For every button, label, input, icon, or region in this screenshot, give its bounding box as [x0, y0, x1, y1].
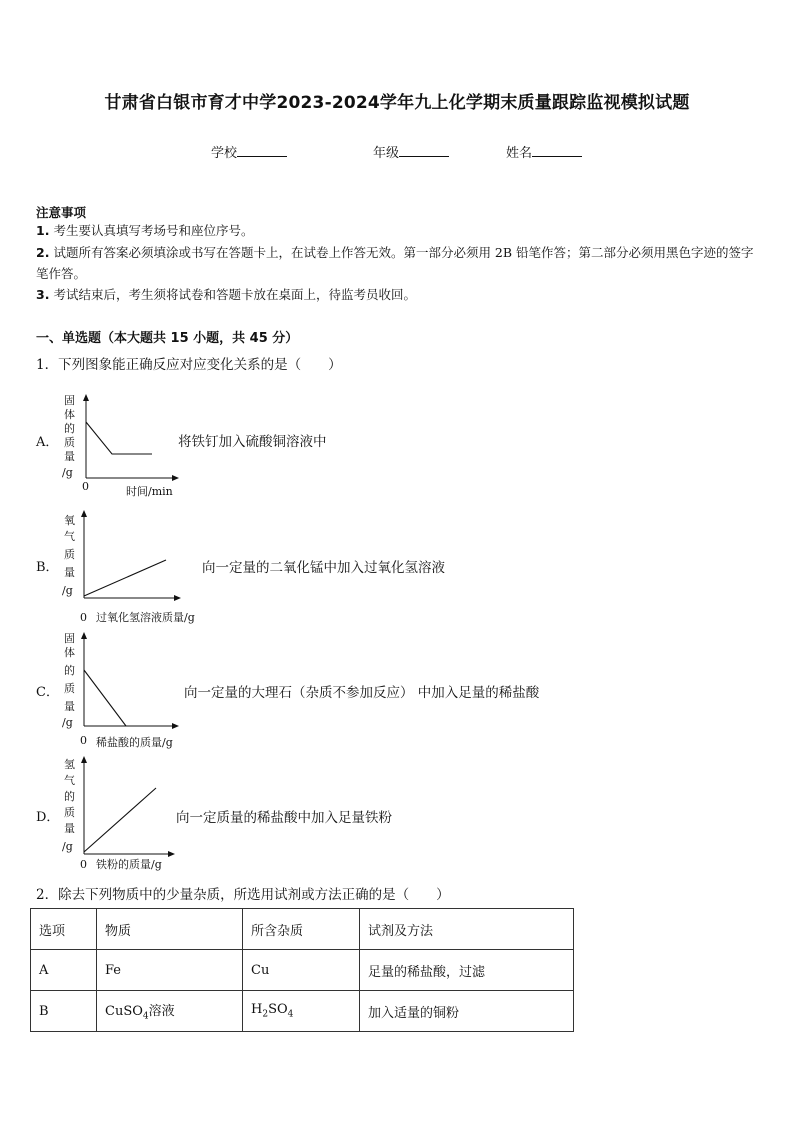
table-header-cell: 试剂及方法 [360, 909, 574, 950]
name-label: 姓名 [506, 146, 533, 161]
note-number: 2. [36, 245, 50, 260]
y-label-char: 的 [64, 422, 75, 435]
option-d-letter[interactable]: D． [36, 810, 60, 825]
y-label-unit: /g [62, 716, 73, 729]
y-label-char: 固 [64, 394, 75, 407]
note-item [36, 220, 762, 241]
table-cell: Fe [97, 950, 243, 991]
table-cell: A [31, 950, 97, 991]
note-text: 考生要认真填写考场号和座位序号。 [53, 223, 254, 238]
note-text: 考试结束后，考生须将试卷和答题卡放在桌面上，待监考员收回。 [53, 287, 416, 302]
y-label-unit: /g [62, 840, 73, 853]
y-label-unit: /g [62, 466, 73, 479]
section-heading: 一、单选题（本大题共 15 小题，共 45 分） [36, 331, 299, 346]
school-label: 学校 [211, 146, 238, 161]
curve-line [84, 560, 166, 596]
curve-line [86, 422, 152, 454]
table-header-cell: 所含杂质 [243, 909, 360, 950]
table-header-cell: 选项 [31, 909, 97, 950]
table-row [31, 991, 574, 1032]
y-label-char: 质 [64, 806, 75, 819]
curve-line [84, 670, 126, 726]
y-axis-arrow [83, 394, 89, 401]
y-label-char: 的 [64, 790, 75, 803]
y-label-char: 氢 [64, 758, 75, 771]
question-2-stem: 2．除去下列物质中的少量杂质，所选用试剂或方法正确的是（ ） [36, 887, 450, 903]
table-cell: B [31, 991, 97, 1032]
curve-line [84, 788, 156, 852]
y-label-char: 质 [64, 436, 75, 449]
y-label-char: 的 [64, 664, 75, 677]
note-item [36, 242, 762, 284]
question-1-stem: 1．下列图象能正确反应对应变化关系的是（ ） [36, 357, 342, 373]
table-cell: $H_2SO_4$ [243, 991, 360, 1032]
x-axis-label: 时间/min [126, 485, 173, 498]
option-a-desc: 将铁钉加入硫酸铜溶液中 [178, 434, 327, 450]
answer-table [30, 908, 574, 1032]
origin-label: 0 [80, 734, 87, 747]
origin-label: 0 [80, 611, 87, 624]
y-label-char: 量 [64, 822, 75, 835]
table-cell: CuSO$_4$溶液 [97, 991, 243, 1032]
table-header-row [31, 909, 574, 950]
option-c-graph [58, 628, 198, 750]
y-label-char: 固 [64, 632, 75, 645]
page-title: 甘肃省白银市育才中学2023-2024学年九上化学期末质量跟踪监视模拟试题 [104, 93, 690, 113]
y-label-char: 量 [64, 450, 75, 463]
name-field [506, 142, 582, 161]
note-item [36, 284, 762, 305]
y-label-char: 气 [64, 774, 75, 787]
x-axis-label: 铁粉的质量/g [96, 858, 162, 871]
y-label-char: 氧 [64, 514, 75, 527]
option-c-desc: 向一定量的大理石（杂质不参加反应） 中加入足量的稀盐酸 [184, 685, 540, 701]
x-axis-label: 稀盐酸的质量/g [96, 736, 173, 749]
table-header-cell: 物质 [97, 909, 243, 950]
y-axis-arrow [81, 510, 87, 517]
option-a-letter[interactable]: A． [36, 435, 59, 450]
note-number: 3. [36, 287, 50, 302]
option-a-graph [58, 392, 188, 500]
table-cell: 足量的稀盐酸，过滤 [360, 950, 574, 991]
y-label-char: 气 [64, 530, 75, 543]
grade-field [373, 142, 449, 161]
grade-label: 年级 [373, 146, 400, 161]
x-axis-arrow [172, 723, 179, 729]
option-b-letter[interactable]: B． [36, 560, 59, 575]
y-label-unit: /g [62, 584, 73, 597]
x-axis-arrow [172, 475, 179, 481]
y-label-char: 体 [64, 408, 75, 421]
name-blank[interactable] [532, 144, 582, 157]
notes-heading: 注意事项 [36, 205, 87, 220]
note-number: 1. [36, 223, 50, 238]
school-field [211, 142, 287, 161]
option-c-letter[interactable]: C． [36, 685, 59, 700]
table-cell: Cu [243, 950, 360, 991]
option-b-graph [58, 508, 208, 628]
note-text: 试题所有答案必须填涂或书写在答题卡上，在试卷上作答无效。第一部分必须用 2B 铅笔作答；第二部分必须用黑色字迹的签字笔作答。 [36, 245, 754, 281]
x-axis-arrow [174, 595, 181, 601]
y-axis-arrow [81, 632, 87, 639]
table-row [31, 950, 574, 991]
y-label-char: 质 [64, 548, 75, 561]
y-label-char: 体 [64, 646, 75, 659]
y-label-char: 量 [64, 700, 75, 713]
y-label-char: 质 [64, 682, 75, 695]
table-cell: 加入适量的铜粉 [360, 991, 574, 1032]
x-axis-arrow [168, 851, 175, 857]
origin-label: 0 [80, 858, 87, 871]
x-axis-label: 过氧化氢溶液质量/g [96, 611, 195, 624]
option-b-desc: 向一定量的二氧化锰中加入过氧化氢溶液 [202, 560, 445, 576]
y-label-char: 量 [64, 566, 75, 579]
option-d-graph [58, 754, 188, 874]
origin-label: 0 [82, 480, 89, 493]
school-blank[interactable] [237, 144, 287, 157]
y-axis-arrow [81, 756, 87, 763]
option-d-desc: 向一定质量的稀盐酸中加入足量铁粉 [176, 810, 392, 826]
grade-blank[interactable] [399, 144, 449, 157]
